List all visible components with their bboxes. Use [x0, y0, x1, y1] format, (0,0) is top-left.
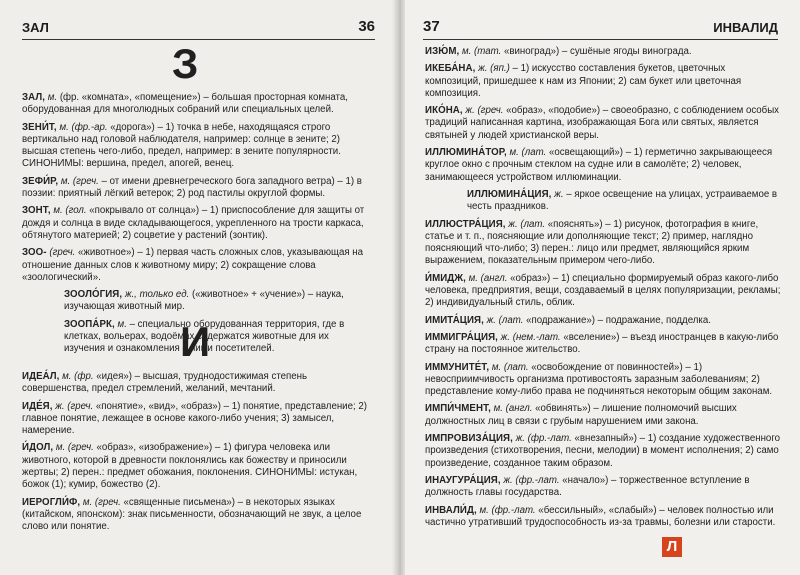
entry-definition: «понятие», «вид», «образ») – 1) понятие, представление; 2) главное понятие, лежащее в основе какого-либо учения; 3) замысел, намерение. [22, 400, 367, 437]
entry-headword: ИЛЛЮСТРА́ЦИЯ, [425, 218, 506, 230]
publisher-badge: Л [662, 537, 682, 557]
right-page [405, 0, 800, 575]
entry-grammar: м. (лат. [509, 147, 547, 159]
dictionary-entry [425, 105, 781, 142]
entry-headword: ИНВАЛИ́Д, [425, 504, 477, 516]
entry-headword: ИНАУГУРА́ЦИЯ, [425, 474, 501, 486]
entry-headword: ИММУНИТЕ́Т, [425, 361, 490, 373]
entry-definition: – специально оборудованная территория, где в клетках, вольерах, водоёмах содержатся животные для их изучения и ознакомления с ними посетителей. [64, 318, 345, 355]
entry-headword: ЗЕФИ́Р, [22, 175, 59, 187]
entry-grammar: ж. (фр.-лат. [503, 474, 560, 486]
entry-grammar: ж. (яп.) [478, 63, 510, 75]
entry-definition: «начало») – торжественное вступление в должность главы государства. [425, 474, 750, 499]
dictionary-entry [425, 433, 781, 470]
entry-headword: ИЛЛЮМИНА́ТОР, [425, 147, 507, 159]
entry-definition: (фр. «комната», «помещение») – большая просторная комната, оборудованная для многолюдных собраний или специальных целей. [22, 92, 348, 116]
section-letter-z: З [172, 40, 199, 87]
entry-grammar: м. (греч. [60, 175, 99, 187]
dictionary-entry [425, 219, 781, 268]
entry-grammar: м. (греч. [55, 442, 94, 454]
dictionary-entry [22, 442, 372, 491]
dictionary-entry [22, 247, 372, 284]
entry-grammar: м. (гол. [53, 205, 87, 217]
dictionary-entry [22, 122, 372, 171]
entry-grammar: м. (англ. [468, 272, 508, 284]
entry-headword: ИМИТА́ЦИЯ, [425, 314, 484, 326]
entry-headword: ЗООПА́РК, [64, 318, 115, 330]
entry-definition: «пояснять») – 1) рисунок, фотография в книге, статье и т. п., поясняющие или дополняющие текст; 2) пример, наглядно поясняющий что-либо; 3) перен.: лицо или предмет, являющийся ярким выражением, показательным примером чего-либо. [425, 218, 759, 267]
entry-grammar: ж., только ед. [124, 289, 190, 301]
entry-definition: – от имени древнегреческого бога западного ветра) – 1) в поэзии: приятный лёгкий ветерок; 2) род пастилы округлой формы. [22, 175, 362, 200]
dictionary-entry [22, 205, 372, 242]
right-page-number: 37 [423, 18, 440, 35]
dictionary-entry [425, 505, 781, 530]
dictionary-entry [425, 147, 781, 184]
entry-definition: «идея») – высшая, труднодостижимая степень совершенства, предел стремлений, желаний, мечтаний. [22, 371, 308, 395]
right-running-head [423, 18, 778, 40]
left-page [0, 0, 395, 575]
entry-grammar: м. (фр. [62, 371, 94, 382]
entry-grammar: м. (греч. [82, 496, 121, 508]
entry-definition: – яркое освещение на улицах, устраиваемое в честь праздников. [467, 188, 778, 213]
entry-headword: ИЛЛЮМИНА́ЦИЯ, [467, 188, 552, 200]
dictionary-entry [22, 497, 372, 534]
entry-definition: «освобождение от повинностей») – 1) невосприимчивость организма противостоять заразным заболеваниям; 2) представление кому-либо права не подчиняться некоторым общим законам. [425, 361, 773, 398]
dictionary-entry [22, 401, 372, 438]
entry-headword: ЗАЛ, [22, 92, 46, 103]
left-head-rule [22, 39, 375, 40]
dictionary-entry [425, 63, 781, 100]
entry-grammar: м. [117, 318, 127, 330]
entry-grammar: ж. [554, 188, 564, 200]
entry-headword: ЗОО- [22, 247, 47, 259]
dictionary-entry [22, 371, 372, 396]
entry-headword: ИЗЮ́М, [425, 46, 460, 57]
entry-grammar: м. (лат. [491, 361, 529, 373]
entry-definition: «виноград») – сушёные ягоды винограда. [501, 46, 692, 57]
entry-headword: ЗЕНИ́Т, [22, 121, 57, 133]
dictionary-entry [22, 92, 372, 117]
dictionary-entry [425, 189, 781, 214]
entry-grammar: ж. (лат. [508, 218, 546, 230]
entry-headword: ИКО́НА, [425, 105, 463, 117]
left-page-number: 36 [358, 18, 375, 35]
entry-grammar: м. (фр.-лат. [479, 504, 536, 516]
right-head-rule [423, 39, 778, 40]
entry-grammar: ж. (греч. [465, 105, 504, 117]
entry-grammar: м. [47, 92, 58, 103]
entries-i-list [22, 371, 372, 539]
right-running-word: ИНВАЛИД [713, 20, 778, 35]
entry-headword: ИДЕА́Л, [22, 371, 60, 382]
dictionary-entry [425, 273, 781, 310]
entry-headword: ИМПИ́ЧМЕНТ, [425, 403, 491, 415]
entry-headword: ИДЕ́Я, [22, 400, 53, 412]
dictionary-entry [22, 289, 372, 314]
entry-headword: ИКЕБА́НА, [425, 63, 476, 75]
entry-definition: – 1) искусство составления букетов, цветочных композиций, пришедшее к нам из Японии; 2) сам букет или цветочная композиция. [425, 63, 742, 99]
dictionary-entry [425, 46, 781, 58]
entry-headword: ИММИГРА́ЦИЯ, [425, 331, 498, 343]
entry-grammar: м. (тат. [462, 46, 502, 57]
entry-headword: ЗОНТ, [22, 205, 51, 217]
entry-headword: ИЕРОГЛИ́Ф, [22, 496, 81, 508]
entry-definition: «освещающий») – 1) герметично закрывающееся круглое окно с прочным стеклом на судне или в самолёте; 2) человек, занимающееся устройством иллюминации. [425, 147, 773, 183]
entry-definition: «подражание») – подражание, подделка. [523, 314, 711, 326]
entry-definition: «священные письмена») – в некоторых языках (китайском, японском): знак письменности, обозначающий не звук, а целое слово или понятие. [22, 496, 362, 533]
entry-definition: «образ», «подобие») – своеобразно, с соблюдением особых традиций написанная картина, изображающая Бога или святых, является святыней у людей христианской веры. [425, 105, 780, 141]
entry-definition: «покрывало от солнца») – 1) приспособление для защиты от дождя и солнца в виде складывающегося, укрепленного на трости каркаса, обтянутого материей; 2) соцветие у растений (зонтик). [22, 205, 365, 241]
entry-headword: И́ДОЛ, [22, 442, 54, 454]
dictionary-entry [425, 332, 781, 357]
entry-grammar: ж. (лат. [486, 314, 524, 326]
left-running-head [22, 18, 375, 40]
entry-grammar: ж. (греч. [55, 400, 94, 412]
entry-headword: ЗООЛО́ГИЯ, [64, 289, 123, 301]
dictionary-entry [22, 176, 372, 201]
dictionary-entry [425, 475, 781, 500]
entries-right-list [425, 46, 781, 534]
entry-grammar: ж. (нем.-лат. [500, 331, 561, 343]
dictionary-entry [425, 315, 781, 327]
entry-grammar: (греч. [49, 247, 76, 259]
entry-definition: «вселение») – въезд иностранцев в какую-либо страну на постоянное жительство. [425, 331, 779, 356]
section-letter-i: И [180, 318, 211, 365]
dictionary-entry [425, 403, 781, 428]
entry-grammar: м. (англ. [493, 403, 533, 415]
entry-headword: И́МИДЖ, [425, 272, 466, 284]
entry-definition: «образ», «изображение») – 1) фигура человека или животного, которой в древности поклонялись как божеству и приносили жертвы; 2) перен.: предмет обожания, поклонения. СИНОНИМЫ: истукан, божок (1); кумир, божество (2). [22, 442, 358, 491]
dictionary-entry [425, 362, 781, 399]
entry-grammar: ж. (фр.-лат. [515, 433, 572, 445]
entry-grammar: м. (фр.-ар. [59, 121, 108, 133]
entry-headword: ИМПРОВИЗА́ЦИЯ, [425, 433, 513, 445]
left-running-word: ЗАЛ [22, 20, 49, 35]
entry-definition: «дорога») – 1) точка в небе, находящаяся строго вертикально над головой наблюдателя, например: солнце в зените; 2) высшая степень чего-либо, предел, например: в зените популярности. СИНОНИМЫ: вершина, предел, апогей, венец. [22, 121, 341, 170]
entry-definition: «обвинять») – лишение полномочий высших должностных лиц в связи с грубым нарушением ими закона. [425, 403, 737, 427]
entry-definition: «внезапный») – 1) создание художественного произведения (стихотворения, песни, мелодии) в момент исполнения; 2) само произведение, созданное таким образом. [425, 433, 781, 469]
entry-definition: «образ») – 1) специально формируемый образ какого-либо человека, предприятия, вещи, создаваемый в целях популяризации, рекламы; 2) индивидуальный стиль, облик. [425, 272, 781, 309]
entry-definition: «животное») – 1) первая часть сложных слов, указывающая на отношение данных слов к животному миру; 2) сокращение слова «зоологический». [22, 247, 364, 283]
entry-definition: («животное» + «учение») – наука, изучающая животный мир. [64, 289, 344, 313]
entry-definition: «бессильный», «слабый») – человек полностью или частично утративший трудоспособность из-за травмы, болезни или старости. [425, 504, 776, 528]
